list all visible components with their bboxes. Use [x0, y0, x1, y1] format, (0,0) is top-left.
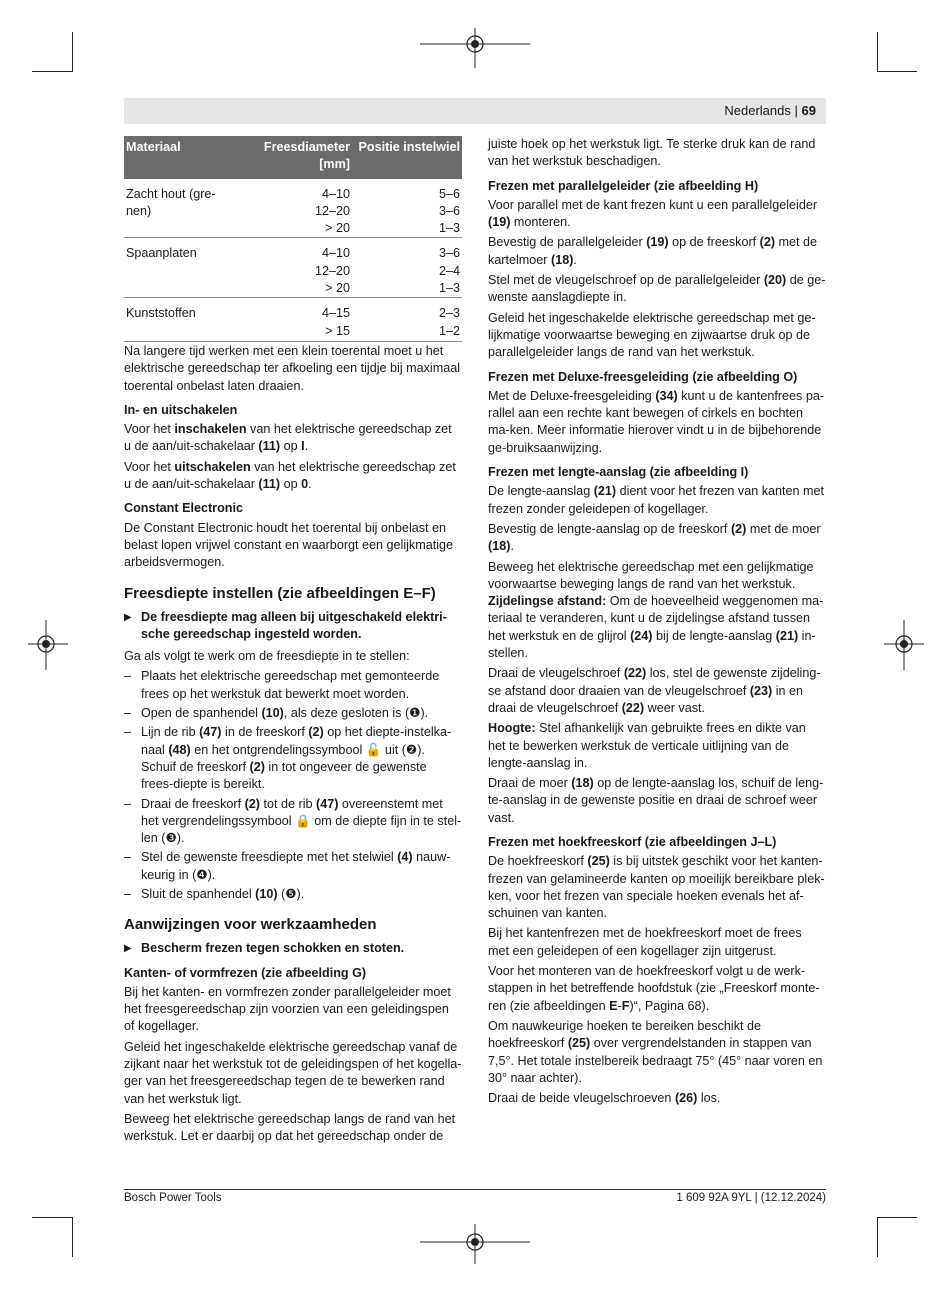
table-cell-material: Zacht hout (gre- nen) [126, 186, 216, 218]
table-row [124, 238, 462, 298]
section-heading-i: Frezen met lengte-aanslag (zie afbeelding I) [488, 465, 749, 480]
footer-doc-id: 1 609 92A 9YL | (12.12.2024) [676, 1192, 826, 1204]
lock-icon: 🔒 [295, 813, 311, 828]
crop-mark [877, 1217, 917, 1218]
list-item: – Plaats het elektrische gereedschap met gemonteerde frees op het werkstuk dat bewerkt moet worden. [124, 668, 462, 703]
table-cell-material: Spaanplaten [124, 238, 242, 298]
paragraph: Geleid het ingeschakelde elektrische gereedschap met ge-lijkmatige voorwaartse beweging en zijwaartse druk op de parallelgeleider langs de rand van het werkstuk. [488, 310, 816, 360]
paragraph: Beweeg het elektrische gereedschap langs de rand van het werkstuk. Let er daarbij op dat het gereedschap onder de [124, 1111, 456, 1144]
table-header-cell: Materiaal [124, 136, 242, 179]
section-heading-jl: Frezen met hoekfreeskorf (zie afbeeldingen J–L) [488, 834, 777, 849]
paragraph: Beweeg het elektrische gereedschap met een gelijkmatige voorwaartse beweging langs de rand van het werkstuk. [488, 559, 814, 591]
section-heading-depth: Freesdiepte instellen (zie afbeeldingen E–F) [124, 584, 436, 602]
table-header-cell: Freesdiameter [mm] [242, 136, 352, 179]
table-header-row [124, 136, 462, 179]
depth-intro: Ga als volgt te werk om de freesdiepte in te stellen: [124, 649, 410, 664]
section-heading-tips: Aanwijzingen voor werkzaamheden [124, 916, 377, 934]
paragraph: Bij het kanten- en vormfrezen zonder parallelgeleider moet het freesgereedschap zijn voorzien van een geleidingspen of kogellager. [124, 984, 451, 1034]
paragraph: Geleid het ingeschakelde elektrische gereedschap vanaf de zijkant naar het werkstuk tot de geleidingspen of het kogella-ger van het freesgereedschap tegen de te bewerken rand van het werkstuk ligt. [124, 1039, 462, 1106]
list-item: – Stel de gewenste freesdiepte met het stelwiel (4) nauw-keurig in (❹). [124, 849, 462, 884]
table-cell-material: Kunststoffen [124, 298, 242, 342]
switch-off-paragraph: Voor het uitschakelen van het elektrische gereedschap zet u de aan/uit-schakelaar (11) op 0. [124, 459, 456, 492]
table-header-cell: Positie instelwiel [352, 136, 462, 179]
crop-mark [72, 1217, 73, 1257]
table-cell-position: 5–6 3–6 1–3 [438, 186, 460, 236]
cooling-paragraph: Na langere tijd werken met een klein toerental moet u het elektrische gereedschap ter afkoeling een tijdje bij maximaal toerental onbelast laten draaien. [124, 343, 461, 393]
header-language: Nederlands [724, 103, 791, 118]
warning-depth: ▶ De freesdiepte mag alleen bij uitgeschakeld elektri-sche gereedschap ingesteld worden. [124, 609, 462, 644]
list-item: – Draai de freeskorf (2) tot de rib (47) overeenstemt met het vergrendelingssymbool 🔒 om de diepte fijn in te stel-len (❸). [124, 796, 462, 848]
header-text [724, 98, 826, 124]
footer-rule [124, 1189, 826, 1190]
table-cell-diameter: 4–10 12–20 > 20 [314, 186, 350, 236]
page-number: 69 [801, 103, 816, 118]
paragraph: Zijdelingse afstand: Om de hoeveelheid weggenomen ma-teriaal te veranderen, kunt u de zijdelingse afstand tussen het werkstuk en de glijrol (24) bij de lengte-aanslag (21) in-stellen. [488, 594, 824, 661]
footer-brand: Bosch Power Tools [124, 1192, 222, 1204]
table-cell-position: 2–3 1–2 [352, 298, 462, 342]
paragraph: Bevestig de lengte-aanslag op de freeskorf (2) met de moer (18). [488, 521, 821, 554]
registration-mark-icon [28, 620, 68, 670]
constant-electronic-paragraph: De Constant Electronic houdt het toerental bij onbelast en belast lopen vrijwel constant en waarborgt een gelijkmatige arbeidsvermogen. [124, 520, 454, 570]
registration-mark-icon [420, 28, 530, 68]
crop-mark [877, 1217, 878, 1257]
crop-mark [32, 71, 72, 72]
section-heading-constant-electronic: Constant Electronic [124, 501, 243, 516]
registration-mark-icon [884, 620, 924, 670]
paragraph: Voor het monteren van de hoekfreeskorf volgt u de werk-stappen in het betreffende hoofdstuk (zie „Freeskorf monte-ren (zie afbeeldingen E-F)“, Pagina 68). [488, 964, 820, 1013]
paragraph: Om nauwkeurige hoeken te bereiken beschikt de hoekfreeskorf (25) over vergrendelstanden in stappen van 7,5°. Het totale instelbereik bedraagt 75° (45° naar voren en 30° naar achter). [488, 1018, 823, 1085]
depth-steps-list [124, 668, 462, 903]
section-heading-h: Frezen met parallelgeleider (zie afbeelding H) [488, 178, 759, 193]
paragraph: Bevestig de parallelgeleider (19) op de freeskorf (2) met de kartelmoer (18). [488, 235, 818, 267]
header-separator: | [794, 103, 798, 118]
list-item: – Sluit de spanhendel (10) (❺). [124, 886, 462, 903]
right-column [488, 136, 826, 1110]
crop-mark [877, 32, 878, 72]
list-item: – Open de spanhendel (10), als deze gesloten is (❶). [124, 705, 462, 722]
paragraph: Stel met de vleugelschroef op de parallelgeleider (20) de ge-wenste aanslagdiepte in. [488, 273, 826, 305]
paragraph: Voor parallel met de kant frezen kunt u een parallelgeleider (19) monteren. [488, 197, 818, 230]
paragraph: Met de Deluxe-freesgeleiding (34) kunt u de kantenfrees pa-rallel aan een rechte kant bewegen of cirkels en bochten ma-ken. Meer informatie hierover vindt u in de bijbehorende ge-bruiksaanwijzing. [488, 388, 825, 455]
table-cell-position: 3–6 2–4 1–3 [352, 238, 462, 298]
warning-tips: ▶ Bescherm frezen tegen schokken en stoten. [124, 940, 462, 957]
paragraph: Draai de beide vleugelschroeven (26) los. [488, 1091, 721, 1106]
crop-mark [72, 32, 73, 72]
paragraph: juiste hoek op het werkstuk ligt. Te sterke druk kan de rand van het werkstuk beschadigen. [488, 137, 816, 169]
section-heading-on-off: In- en uitschakelen [124, 402, 238, 417]
paragraph: Draai de vleugelschroef (22) los, stel de gewenste zijdeling-se afstand door draaien van de vleugelschroef (23) in en draai de vleugelschroef (22) weer vast. [488, 666, 821, 715]
table-cell-diameter: 4–15 > 15 [242, 298, 352, 342]
page-header [124, 98, 826, 124]
section-heading-o: Frezen met Deluxe-freesgeleiding (zie afbeelding O) [488, 369, 798, 384]
table-row [124, 298, 462, 342]
paragraph: Draai de moer (18) op de lengte-aanslag los, schuif de leng-te-aanslag in de gewenste positie en draai de schroef weer vast. [488, 776, 824, 825]
switch-on-paragraph: Voor het inschakelen van het elektrische gereedschap zet u de aan/uit-schakelaar (11) op I. [124, 422, 452, 454]
table-cell-diameter: 4–10 12–20 > 20 [242, 238, 352, 298]
table-row [124, 179, 462, 238]
crop-mark [877, 71, 917, 72]
material-table [124, 136, 462, 342]
unlock-icon: 🔓 [365, 742, 382, 757]
paragraph: De lengte-aanslag (21) dient voor het frezen van kanten met frezen zonder geleidepen of kogellager. [488, 484, 825, 516]
left-column [124, 136, 462, 1149]
crop-mark [32, 1217, 72, 1218]
paragraph: Bij het kantenfrezen met de hoekfreeskorf moet de frees met een geleidepen of een kogellager zijn uitgerust. [488, 926, 802, 958]
paragraph: De hoekfreeskorf (25) is bij uitstek geschikt voor het kanten-frezen van gelamineerde kanten op moeilijk bereikbare plek-ken, voor het frezen van speciale hoeken evenals het af-schuinen van kanten. [488, 854, 825, 921]
registration-mark-icon [420, 1224, 530, 1264]
paragraph: Hoogte: Stel afhankelijk van gebruikte frees en dikte van het te bewerken werkstuk de verticale uitlijning van de lengte-aanslag in. [488, 721, 806, 770]
section-heading-g: Kanten- of vormfrezen (zie afbeelding G) [124, 965, 367, 980]
list-item: – Lijn de rib (47) in de freeskorf (2) op het diepte-instelka-naal (48) en het ontgrendelingssymbool 🔓 uit (❷). Schuif de freeskorf (2) in tot ongeveer de gewenste frees-diepte is bereikt. [124, 724, 462, 793]
